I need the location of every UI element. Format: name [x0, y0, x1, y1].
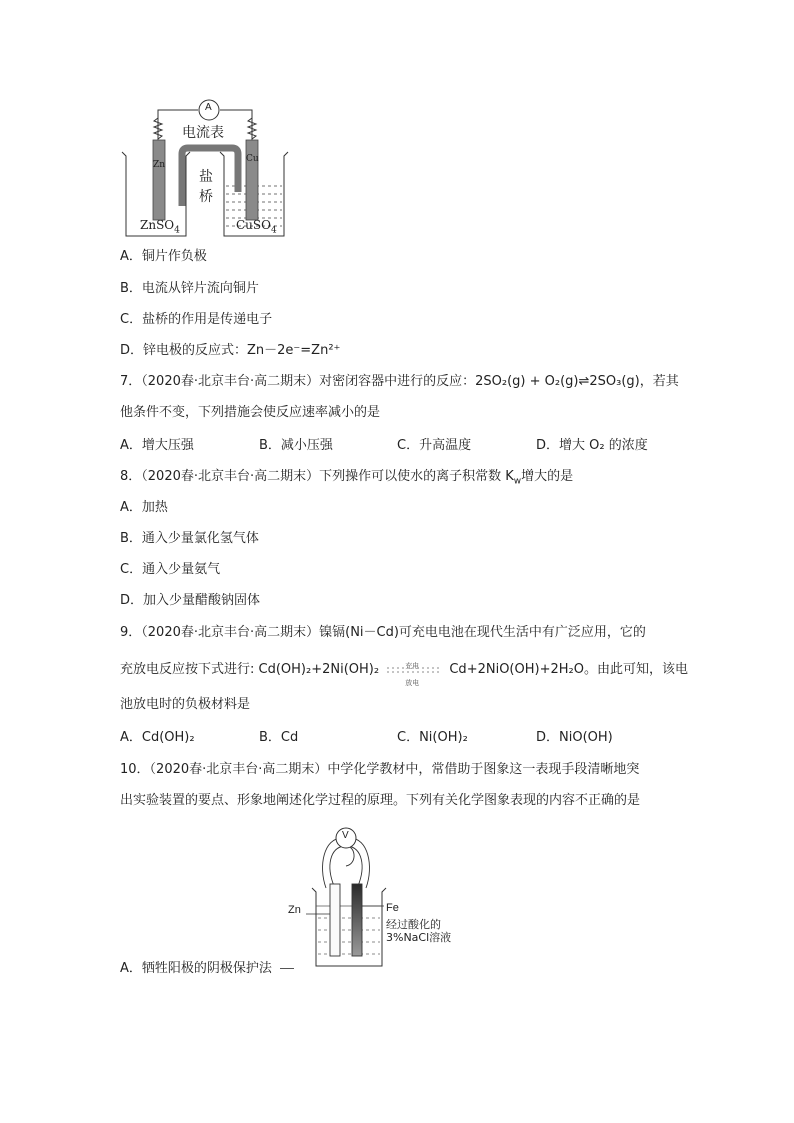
salt-bridge-label-2: 桥: [199, 189, 213, 205]
q10-option-a: [120, 959, 294, 979]
voltmeter-symbol: V: [342, 830, 349, 841]
protection-cell-figure: [286, 826, 486, 972]
q6-option-a: A．铜片作负极: [120, 249, 207, 264]
q9-option-d: D．NiO(OH): [536, 730, 613, 745]
ammeter-label: 电流表: [182, 125, 224, 141]
q8-stem-text: 8．（2020春·北京丰台·高二期末）下列操作可以使水的离子积常数 K: [120, 469, 514, 484]
fe-label: Fe: [386, 902, 399, 914]
left-solution-text: ZnSO: [140, 218, 175, 232]
q6-option-c: C．盐桥的作用是传递电子: [120, 312, 273, 327]
zn-electrode: [330, 884, 340, 956]
q8-stem-sub: w: [513, 476, 522, 487]
q7-option-b: B．减小压强: [259, 438, 333, 453]
q10-option-a-text: A．牺牲阳极的阴极保护法: [120, 961, 272, 976]
zn-electrode: [153, 140, 165, 220]
q8-stem-tail: 增大的是: [521, 469, 574, 484]
q9-equation-left: 充放电反应按下式进行: Cd(OH)₂+2Ni(OH)₂: [120, 662, 380, 677]
q6-option-b: B．电流从锌片流向铜片: [120, 281, 259, 296]
q9-stem-line1: 9．（2020春·北京丰台·高二期末）镍镉(Ni－Cd)可充电电池在现代生活中有广泛应用，它的: [120, 625, 646, 640]
right-solution-label: [236, 218, 277, 235]
right-solution-sub: 4: [270, 225, 277, 236]
q9-option-a: A．Cd(OH)₂: [120, 730, 195, 745]
cu-electrode: [246, 140, 258, 220]
q8-option-d: D．加入少量醋酸钠固体: [120, 593, 261, 608]
solution-label-line1: 经过酸化的: [386, 918, 441, 931]
q9-stem-line2: [120, 660, 688, 687]
cu-label: Cu: [246, 154, 259, 164]
q8-option-a: A．加热: [120, 500, 168, 515]
solution-label-line2: 3%NaCl溶液: [386, 931, 452, 944]
left-solution-sub: 4: [174, 225, 180, 236]
q7-stem-line1: 7．（2020春·北京丰台·高二期末）对密闭容器中进行的反应：2SO₂(g) + O₂(g)⇌2SO₃(g)，若其: [120, 374, 679, 389]
left-solution-label: [140, 218, 180, 235]
salt-bridge-label-1: 盐: [199, 169, 213, 185]
q7-option-a: A．增大压强: [120, 438, 194, 453]
protection-cell-diagram: [286, 826, 486, 972]
q9-option-b: B．Cd: [259, 730, 299, 745]
q9-equation-right: Cd+2NiO(OH)+2H₂O。由此可知，该电: [449, 662, 688, 677]
ammeter-symbol: A: [205, 102, 212, 113]
option-a-underline: [280, 968, 294, 969]
q7-option-d: D．增大 O₂ 的浓度: [536, 438, 648, 453]
q6-option-d: D．锌电极的反应式：Zn－2e⁻=Zn²⁺: [120, 343, 341, 358]
arrow-bottom-label: 放电: [405, 679, 420, 687]
q10-stem-line2: 出实验装置的要点、形象地阐述化学过程的原理。下列有关化学图象表现的内容不正确的是: [120, 793, 641, 808]
q8-option-c: C．通入少量氨气: [120, 562, 221, 577]
q8-option-b: B．通入少量氯化氢气体: [120, 531, 259, 546]
right-solution-text: CuSO: [236, 218, 271, 232]
q7-option-c: C．升高温度: [397, 438, 472, 453]
q7-stem-line2: 他条件不变，下列措施会使反应速率减小的是: [120, 405, 381, 420]
q8-stem: [120, 467, 573, 492]
q9-stem-line3: 池放电时的负极材料是: [120, 697, 251, 712]
galvanic-cell-figure: [120, 96, 290, 244]
zn-label: Zn: [153, 160, 166, 170]
q9-option-c: C．Ni(OH)₂: [397, 730, 468, 745]
fe-electrode: [352, 884, 362, 956]
arrow-top-label: 充电: [405, 662, 420, 670]
zn-label: Zn: [288, 904, 301, 916]
reversible-arrow: [383, 660, 445, 687]
q10-stem-line1: 10．（2020春·北京丰台·高二期末）中学化学教材中，常借助于图象这一表现手段清晰地突: [120, 762, 640, 777]
